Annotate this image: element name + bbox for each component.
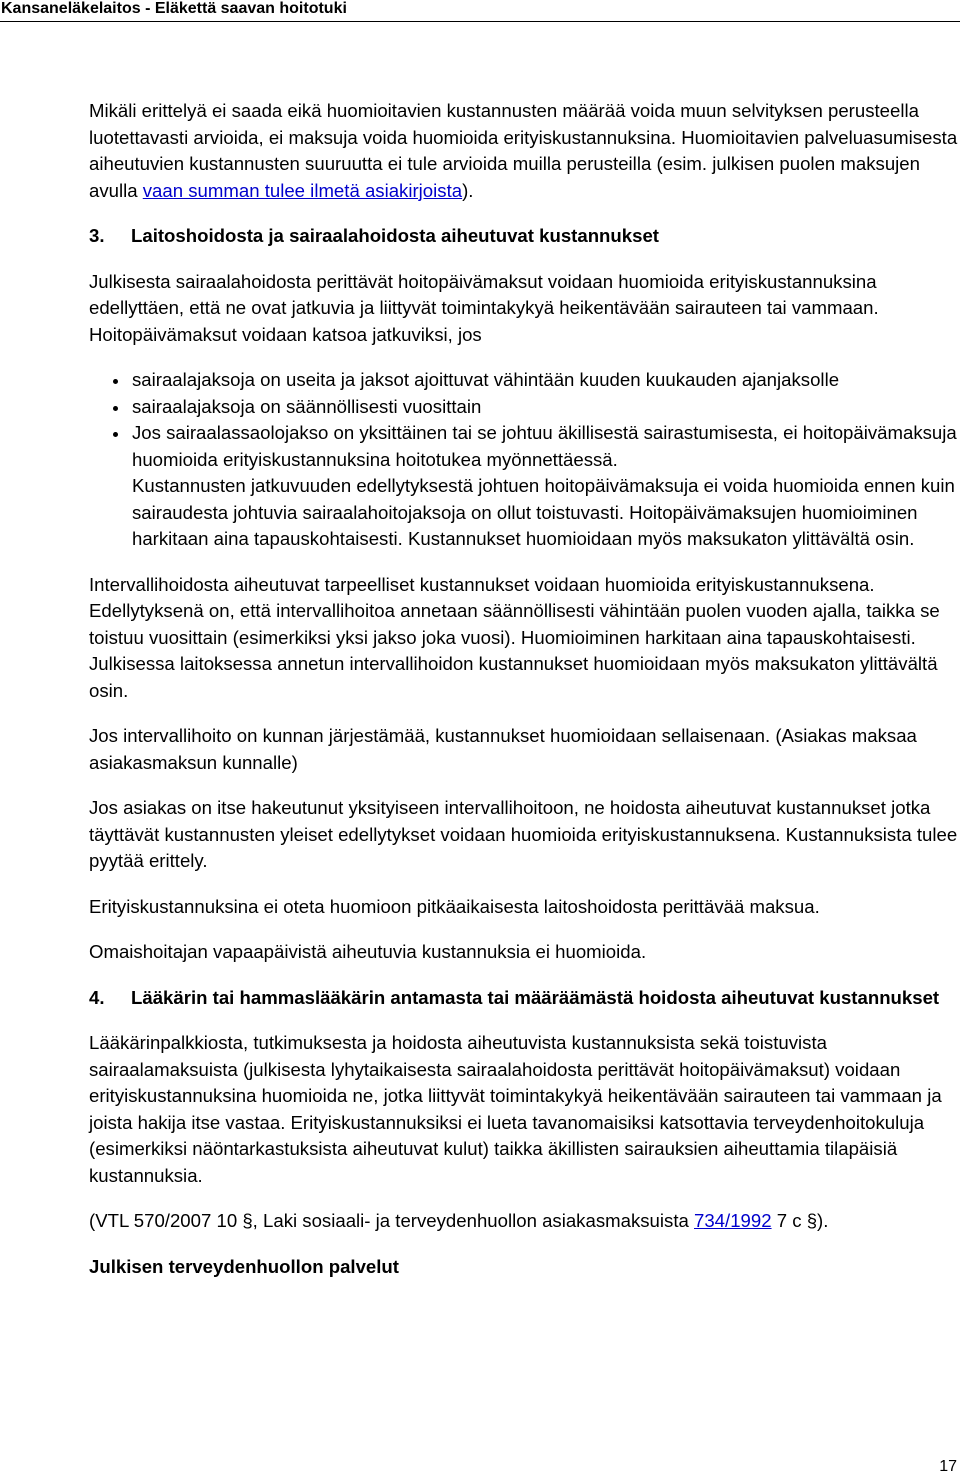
page-number: 17 bbox=[939, 1458, 957, 1475]
subheading: Julkisen terveydenhuollon palvelut bbox=[89, 1255, 399, 1277]
section-3-paragraph-6: Omaishoitajan vapaapäivistä aiheutuvia kustannuksia ei huomioida. bbox=[89, 941, 647, 962]
page-header bbox=[0, 0, 960, 22]
section-3-number: 3. bbox=[89, 225, 105, 246]
list-item-text: Jos sairaalassaolojakso on yksittäinen tai se johtuu äkillisestä sairastumisesta, ei hoitopäivämaksuja huomioida erityiskustannuksina hoitotukea myönnettäessä. bbox=[132, 422, 957, 470]
intro-link[interactable]: vaan summan tulee ilmetä asiakirjoista bbox=[142, 179, 463, 201]
bullet-icon bbox=[113, 406, 118, 411]
section-3-paragraph-1: Julkisesta sairaalahoidosta perittävät hoitopäivämaksut voidaan huomioida erityiskustannuksina edellyttäen, että ne ovat jatkuvia ja liittyvät toimintakykyä heikentävään sairauteen tai vammaan. Hoitopäivämaksut voidaan katsoa jatkuviksi, jos bbox=[89, 270, 879, 345]
list-item-text: sairaalajaksoja on säännöllisesti vuosittain bbox=[132, 395, 482, 417]
section-3-paragraph-5: Erityiskustannuksina ei oteta huomioon pitkäaikaisesta laitoshoidosta perittävää maksua. bbox=[89, 895, 820, 917]
bullet-icon bbox=[113, 432, 118, 437]
section-4-heading bbox=[89, 985, 959, 1012]
intro-paragraph bbox=[89, 98, 959, 204]
intro-text-end: ). bbox=[462, 179, 474, 201]
document-body bbox=[89, 98, 959, 1280]
section-3-heading bbox=[89, 223, 959, 250]
intro-text: Mikäli erittelyä ei saada eikä huomioitavien kustannusten määrää voida muun selvityksen perusteella luotettavasti arvioida, ei maksuja voida huomioida erityiskustannuksina. Huomioitavien palveluasumisesta aiheutuvien kustannusten suuruutta ei tule arvioida muilla perusteilla (esim. julkisen puolen maksujen avulla bbox=[89, 100, 958, 201]
header-title: Kansaneläkelaitos - Eläkettä saavan hoitotuki bbox=[1, 0, 347, 17]
section-3-paragraph-3: Jos intervallihoito on kunnan järjestämää, kustannukset huomioidaan sellaisenaan. (Asiakas maksaa asiakasmaksun kunnalle) bbox=[89, 725, 917, 773]
section-4-number: 4. bbox=[89, 986, 105, 1008]
list-item bbox=[89, 420, 959, 473]
bullet-list bbox=[89, 367, 959, 473]
list-item bbox=[89, 367, 959, 394]
section-4-title: Lääkärin tai hammaslääkärin antamasta tai määräämästä hoidosta aiheutuvat kustannukset bbox=[131, 986, 940, 1008]
section-3-title: Laitoshoidosta ja sairaalahoidosta aiheutuvat kustannukset bbox=[131, 225, 659, 246]
list-item-text: sairaalajaksoja on useita ja jaksot ajoittuvat vähintään kuuden kuukauden ajanjaksolle bbox=[132, 369, 840, 390]
reference-link[interactable]: 734/1992 bbox=[694, 1210, 772, 1231]
reference-text: (VTL 570/2007 10 §, Laki sosiaali- ja terveydenhuollon asiakasmaksuista bbox=[89, 1210, 694, 1231]
list-item bbox=[89, 394, 959, 421]
section-4-paragraph-1: Lääkärinpalkkiosta, tutkimuksesta ja hoidosta aiheutuvista kustannuksista sekä toistuvista sairaalamaksuista (julkisesta lyhytaikaisesta sairaalahoidosta perittävät hoitopäivämaksut) voidaan erityiskustannuksina huomioida ne, jotka liittyvät toimintakykyä heikentävään sairauteen tai vammaan ja joista hakija itse vastaa. Erityiskustannuksiksi ei lueta tavanomaisiksi katsottavia terveydenhoitokuluja (esimerkiksi näöntarkastuksista aiheutuvat kulut) taikka äkillisten sairauksien aiheuttamia tilapäisiä kustannuksia. bbox=[89, 1032, 942, 1186]
bullet-icon bbox=[113, 379, 118, 384]
section-4-reference bbox=[89, 1208, 959, 1235]
section-3-indented-paragraph: Kustannusten jatkuvuuden edellytyksestä johtuen hoitopäivämaksuja ei voida huomioida ennen kuin sairaudesta johtuvia sairaalahoitojaksoja on ollut toistuvasti. Hoitopäivämaksujen huomioiminen harkitaan aina tapauskohtaisesti. Kustannukset huomioidaan myös maksukaton ylittävältä osin. bbox=[132, 475, 955, 549]
reference-text-end: 7 c §). bbox=[771, 1210, 829, 1231]
section-3-paragraph-2: Intervallihoidosta aiheutuvat tarpeelliset kustannukset voidaan huomioida erityiskustannuksena. Edellytyksenä on, että intervallihoitoa annetaan säännöllisesti vähintään puolen vuoden ajalla, taikka se toistuu vuosittain (esimerkiksi yksi jakso joka vuosi). Huomioiminen harkitaan aina tapauskohtaisesti. Julkisessa laitoksessa annetun intervallihoidon kustannukset huomioidaan myös maksukaton ylittävältä osin. bbox=[89, 573, 940, 701]
section-3-paragraph-4: Jos asiakas on itse hakeutunut yksityiseen intervallihoitoon, ne hoidosta aiheutuvat kustannukset jotka täyttävät kustannusten yleiset edellytykset voidaan huomioida erityiskustannuksena. Kustannuksista tulee pyytää erittely. bbox=[89, 797, 958, 871]
